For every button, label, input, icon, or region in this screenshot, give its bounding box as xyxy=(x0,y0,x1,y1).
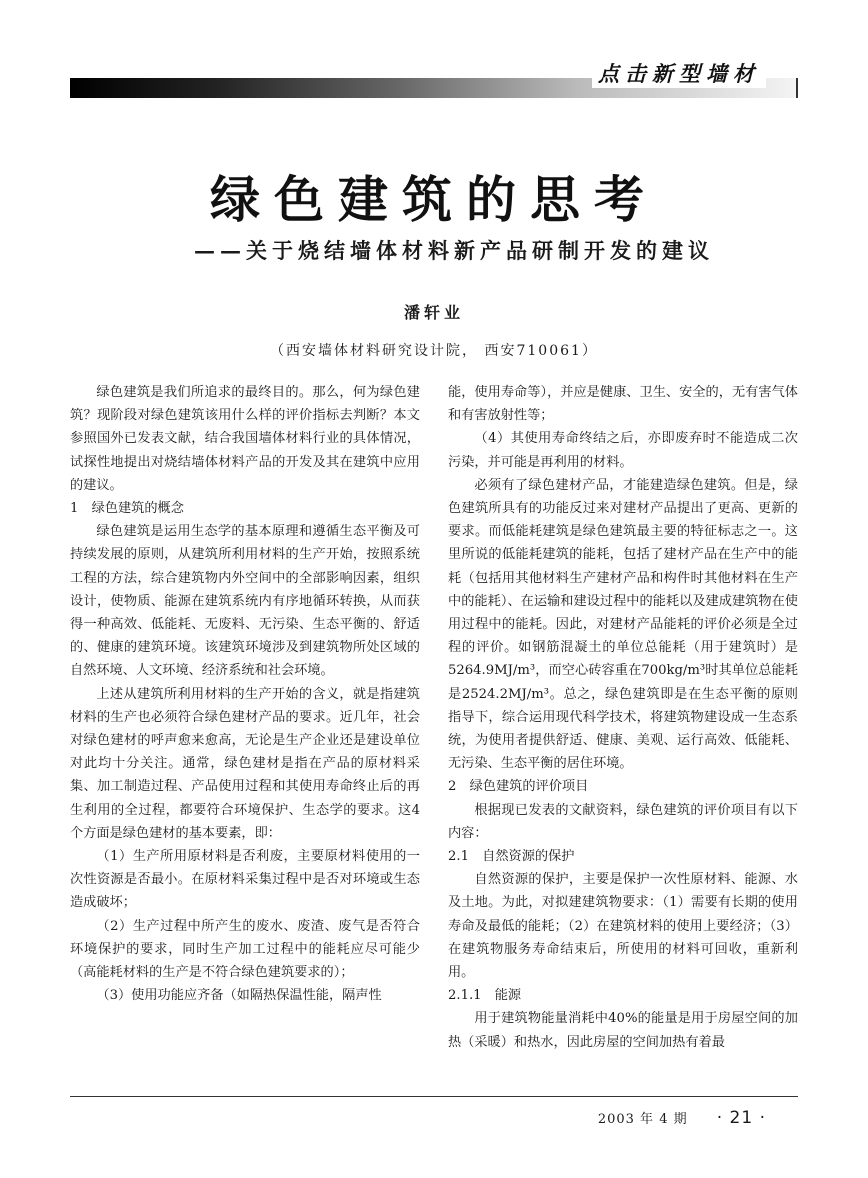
subsubsection-heading: 2.1.1 能源 xyxy=(448,988,522,1004)
author-name: 潘轩业 xyxy=(403,303,464,322)
section-heading: 2 绿色建筑的评价项目 xyxy=(448,779,589,795)
paragraph: （2）生产过程中所产生的废水、废渣、废气是否符合环境保护的要求，同时生产加工过程中的能耗应尽可能少（高能耗材料的生产是不符合绿色建筑要求的）； xyxy=(70,918,420,981)
paragraph: 上述从建筑所利用材料的生产开始的含义，就是指建筑材料的生产也必须符合绿色建材产品的要求。近几年，社会对绿色建材的呼声愈来愈高，无论是生产企业还是建设单位对此均十分关注。通常，绿色建材是指在产品的原材料采集、加工制造过程、产品使用过程和其使用寿命终止后的再生利用的全过程，都要符合环境保护、生态学的要求。这4个方面是绿色建材的基本要素，即： xyxy=(70,686,420,841)
subsection-heading: 2.1 自然资源的保护 xyxy=(448,849,575,865)
page-footer xyxy=(598,1108,766,1128)
paragraph: 绿色建筑是我们所追求的最终目的。那么，何为绿色建筑？现阶段对绿色建筑该用什么样的评价指标去判断？本文参照国外已发表文献，结合我国墙体材料行业的具体情况，试探性地提出对烧结墙体材料产品的开发及其在建筑中应用的建议。 xyxy=(70,385,420,493)
paragraph: 根据现已发表的文献资料，绿色建筑的评价项目有以下内容： xyxy=(448,802,798,841)
article-subtitle: ——关于烧结墙体材料新产品研制开发的建议 xyxy=(194,238,714,263)
section-heading: 1 绿色建筑的概念 xyxy=(70,501,184,517)
column-label: 点击新型墙材 xyxy=(592,58,766,88)
paragraph: （3）使用功能应齐备（如隔热保温性能，隔声性 xyxy=(96,988,382,1004)
footer-rule xyxy=(70,1096,798,1097)
header-bar-end xyxy=(796,78,798,98)
left-column xyxy=(70,381,420,1007)
issue-label: 2003 年 4 期 xyxy=(597,1112,688,1127)
paragraph: 用于建筑物能量消耗中40%的能量是用于房屋空间的加热（采暖）和热水，因此房屋的空间加热有着最 xyxy=(448,1011,798,1050)
paragraph: （4）其使用寿命终结之后，亦即废弃时不能造成二次污染，并可能是再利用的材料。 xyxy=(448,431,798,470)
paragraph: 必须有了绿色建材产品，才能建造绿色建筑。但是，绿色建筑所具有的功能反过来对建材产品提出了更高、更新的要求。而低能耗建筑是绿色建筑最主要的特征标志之一。这里所说的低能耗建筑的能耗，包括了建材产品在生产中的能耗（包括用其他材料生产建材产品和构件时其他材料在生产中的能耗）、在运输和建设过程中的能耗以及建成建筑物在使用过程中的能耗。因此，对建材产品能耗的评价必须是全过程的评价。如钢筋混凝土的单位总能耗（用于建筑时）是5264.9MJ/m³，而空心砖容重在700kg/m³时其单位总能耗是2524.2MJ/m³。总之，绿色建筑即是在生态平衡的原则指导下，综合运用现代科学技术，将建筑物建设成一生态系统，为使用者提供舒适、健康、美观、运行高效、低能耗、无污染、生态平衡的居住环境。 xyxy=(448,477,798,772)
page-number: · 21 · xyxy=(716,1108,766,1128)
right-column xyxy=(448,381,798,1054)
paragraph: （1）生产所用原材料是否利废，主要原材料使用的一次性资源是否最小。在原材料采集过程中是否对环境或生态造成破坏； xyxy=(70,849,420,911)
author-affiliation: （西安墙体材料研究设计院， 西安710061） xyxy=(270,343,598,359)
paragraph: 自然资源的保护，主要是保护一次性原材料、能源、水及土地。为此，对拟建建筑物要求：（1）需要有长期的使用寿命及最低的能耗；（2）在建筑材料的使用上要经济；（3）在建筑物服务寿命结束后，所使用的材料可回收，重新利用。 xyxy=(448,872,798,981)
paragraph: 能，使用寿命等），并应是健康、卫生、安全的，无有害气体和有害放射性等； xyxy=(448,385,798,424)
article-title: 绿色建筑的思考 xyxy=(210,170,658,229)
paragraph: 绿色建筑是运用生态学的基本原理和遵循生态平衡及可持续发展的原则，从建筑所利用材料的生产开始，按照系统工程的方法，综合建筑物内外空间中的全部影响因素，组织设计，使物质、能源在建筑系统内有序地循环转换，从而获得一种高效、低能耗、无废料、无污染、生态平衡的、舒适的、健康的建筑环境。该建筑环境涉及到建筑物所处区域的自然环境、人文环境、经济系统和社会环境。 xyxy=(70,524,420,679)
